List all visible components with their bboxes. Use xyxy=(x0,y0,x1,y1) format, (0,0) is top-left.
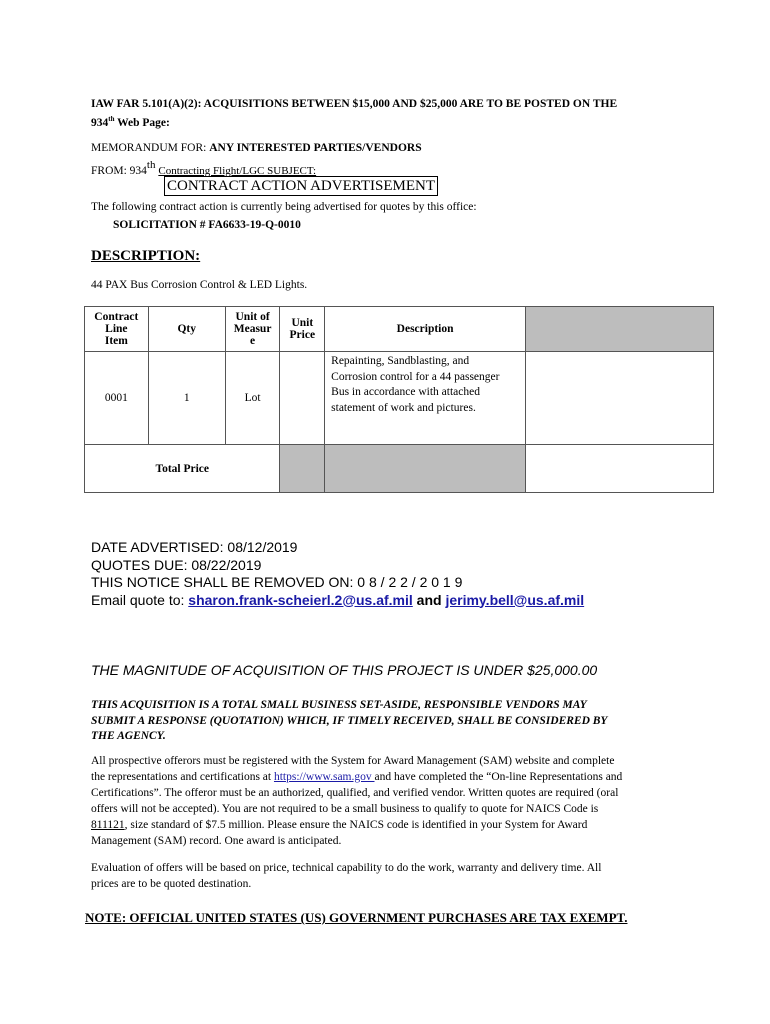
total-price-label: Total Price xyxy=(85,445,280,493)
solicitation-number: SOLICITATION # FA6633-19-Q-0010 xyxy=(113,219,301,231)
intro-text: The following contract action is currently being advertised for quotes by this office: xyxy=(91,201,477,213)
total-shaded-1 xyxy=(280,445,325,493)
far-header xyxy=(91,97,691,131)
date-advertised: DATE ADVERTISED: 08/12/2019 xyxy=(91,539,298,555)
memorandum-for xyxy=(91,142,422,154)
header-description: Description xyxy=(325,307,526,352)
naics-code: 811121 xyxy=(91,819,125,831)
table-row xyxy=(85,352,714,445)
cell-qty: 1 xyxy=(148,352,225,445)
magnitude-statement: THE MAGNITUDE OF ACQUISITION OF THIS PROJECT IS UNDER $25,000.00 xyxy=(91,662,598,678)
total-row xyxy=(85,445,714,493)
total-blank xyxy=(526,445,714,493)
cell-uom: Lot xyxy=(225,352,280,445)
header-uom: Unit of Measur e xyxy=(225,307,280,352)
tax-exempt-note: NOTE: OFFICIAL UNITED STATES (US) GOVERNMENT PURCHASES ARE TAX EXEMPT. xyxy=(85,910,628,925)
cell-unit-price xyxy=(280,352,325,445)
total-shaded-2 xyxy=(325,445,526,493)
header-qty: Qty xyxy=(148,307,225,352)
evaluation-paragraph: Evaluation of offers will be based on price, technical capability to do the work, warranty and delivery time. All prices are to be quoted destination. xyxy=(91,862,602,890)
memo-value: ANY INTERESTED PARTIES/VENDORS xyxy=(209,142,422,154)
far-header-line2: 934th Web Page: xyxy=(91,115,170,129)
table-header-row xyxy=(85,307,714,352)
from-org: Contracting Flight/LGC SUBJECT: xyxy=(158,165,317,177)
cell-clin: 0001 xyxy=(85,352,149,445)
set-aside-statement: THIS ACQUISITION IS A TOTAL SMALL BUSINESS SET-ASIDE, RESPONSIBLE VENDORS MAY SUBMIT A RESPONSE (QUOTATION) WHICH, IF TIMELY RECEIVED, SHALL BE CONSIDERED BY THE AGENCY. xyxy=(91,699,608,742)
from-line: FROM: 934th Contracting Flight/LGC SUBJECT: xyxy=(91,159,317,177)
email-line: Email quote to: sharon.frank-scheierl.2@us.af.mil and jerimy.bell@us.af.mil xyxy=(91,591,585,608)
from-label: FROM: 934 xyxy=(91,165,147,177)
description-text: 44 PAX Bus Corrosion Control & LED Lights. xyxy=(91,279,308,291)
description-heading: DESCRIPTION: xyxy=(91,248,201,264)
far-header-line1: IAW FAR 5.101(A)(2): ACQUISITIONS BETWEEN $15,000 AND $25,000 ARE TO BE POSTED ON THE xyxy=(91,98,618,110)
header-blank xyxy=(526,307,714,352)
dates-block xyxy=(91,539,584,609)
removal-date: THIS NOTICE SHALL BE REMOVED ON: 0 8 / 2 2 / 2 0 1 9 xyxy=(91,574,463,590)
memo-label: MEMORANDUM FOR: xyxy=(91,142,207,154)
sam-gov-link[interactable]: https://www.sam.gov xyxy=(273,771,375,783)
subject-box: CONTRACT ACTION ADVERTISEMENT xyxy=(164,176,438,196)
cell-blank xyxy=(526,352,714,445)
header-unit-price: Unit Price xyxy=(280,307,325,352)
quotes-due: QUOTES DUE: 08/22/2019 xyxy=(91,556,262,573)
line-item-table xyxy=(84,306,714,493)
email-link-2[interactable]: jerimy.bell@us.af.mil xyxy=(445,591,585,608)
registration-paragraph: All prospective offerors must be registered with the System for Award Management (SAM) website and complete the representations and certifications at https://www.sam.gov and have completed the “On-line Representations and Certifications”. The offeror must be an authorized, qualified, and verified vendor. Written quotes are required (oral offers will not be accepted). You are not required to be a small business to qualify to quote for NAICS Code is 811121, size standard of $7.5 million. Please ensure the NAICS code is identified in your System for Award Management (SAM) record. One award is anticipated. xyxy=(91,755,623,847)
header-clin: Contract Line Item xyxy=(85,307,149,352)
cell-description: Repainting, Sandblasting, and Corrosion control for a 44 passenger Bus in accordance with attached statement of work and pictures. xyxy=(325,352,526,445)
email-link-1[interactable]: sharon.frank-scheierl.2@us.af.mil xyxy=(188,591,413,608)
